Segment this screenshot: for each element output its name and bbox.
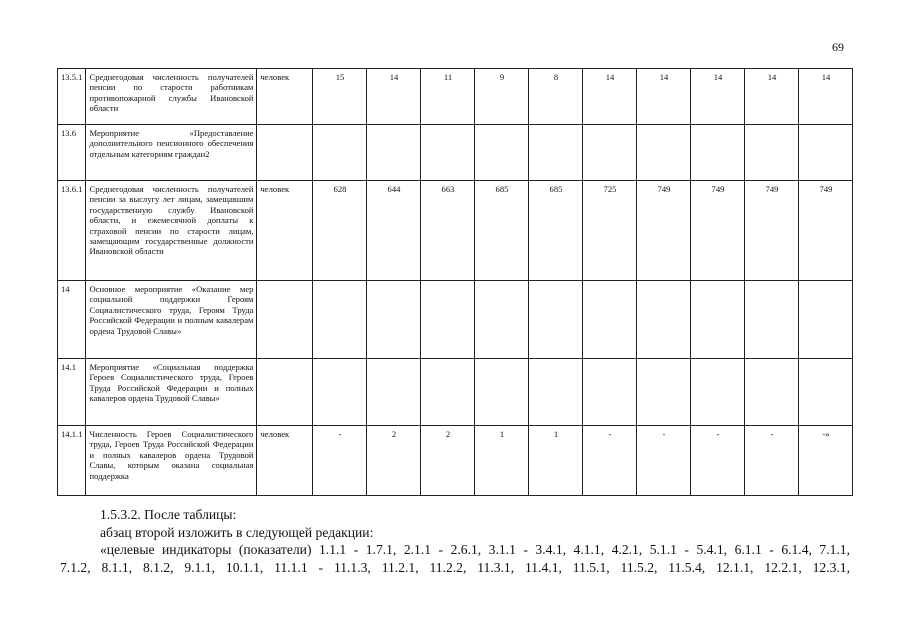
- value-cell: 749: [745, 181, 799, 281]
- value-cell: [367, 359, 421, 426]
- indicators-text-line-2: 7.1.2, 8.1.1, 8.1.2, 9.1.1, 10.1.1, 11.1.1 - 11.1.3, 11.2.1, 11.2.2, 11.3.1, 11.4.1, 11.5.1, 11.5.2, 11.5.4, 12.1.1, 12.2.1, 12.3.1,: [60, 559, 850, 575]
- value-cell: [691, 125, 745, 181]
- row-number-cell: 13.6: [58, 125, 86, 181]
- value-cell: 628: [313, 181, 367, 281]
- value-cell: [799, 125, 853, 181]
- after-table-text: [60, 506, 850, 576]
- value-cell: 14: [583, 69, 637, 125]
- value-cell: 1: [529, 426, 583, 496]
- value-cell: [583, 281, 637, 359]
- indicators-text-line-1: «целевые индикаторы (показатели) 1.1.1 - 1.7.1, 2.1.1 - 2.6.1, 3.1.1 - 3.4.1, 4.1.1, 4.2.1, 5.1.1 - 5.4.1, 6.1.1 - 6.1.4, 7.1.1,: [100, 542, 850, 557]
- value-cell: [529, 125, 583, 181]
- value-cell: [475, 281, 529, 359]
- value-cell: [529, 281, 583, 359]
- table-row: [58, 281, 853, 359]
- value-cell: [799, 281, 853, 359]
- value-cell: [421, 125, 475, 181]
- indicator-name-cell: Среднегодовая численность получателей пенсии по старости работникам противопожарной службы Ивановской области: [86, 69, 257, 125]
- value-cell: 8: [529, 69, 583, 125]
- value-cell: [637, 281, 691, 359]
- value-cell: [583, 125, 637, 181]
- row-number-cell: 13.6.1: [58, 181, 86, 281]
- value-cell: 749: [637, 181, 691, 281]
- value-cell: [529, 359, 583, 426]
- value-cell: 14: [745, 69, 799, 125]
- value-cell: 2: [421, 426, 475, 496]
- value-cell: [475, 359, 529, 426]
- value-cell: [799, 359, 853, 426]
- value-cell: 749: [799, 181, 853, 281]
- table-row: [58, 125, 853, 181]
- value-cell: [691, 281, 745, 359]
- unit-cell: человек: [257, 426, 313, 496]
- row-number-cell: 14.1.1: [58, 426, 86, 496]
- value-cell: [475, 125, 529, 181]
- value-cell: [691, 359, 745, 426]
- table-row: [58, 69, 853, 125]
- unit-cell: [257, 125, 313, 181]
- unit-cell: [257, 359, 313, 426]
- indicator-name-cell: Численность Героев Социалистического труда, Героев Труда Российской Федерации и полных кавалеров ордена Трудовой Славы, которым оказана социальная поддержка: [86, 426, 257, 496]
- value-cell: [313, 281, 367, 359]
- value-cell: 9: [475, 69, 529, 125]
- value-cell: 749: [691, 181, 745, 281]
- amendment-heading: 1.5.3.2. После таблицы:: [100, 507, 237, 522]
- table-row: [58, 359, 853, 426]
- table-row: [58, 181, 853, 281]
- value-cell: 14: [637, 69, 691, 125]
- value-cell: [745, 125, 799, 181]
- value-cell: 685: [529, 181, 583, 281]
- value-cell: 11: [421, 69, 475, 125]
- value-cell: 725: [583, 181, 637, 281]
- value-cell: [367, 281, 421, 359]
- value-cell: [637, 125, 691, 181]
- value-cell: [745, 281, 799, 359]
- value-cell: [313, 125, 367, 181]
- table-row: [58, 426, 853, 496]
- unit-cell: [257, 281, 313, 359]
- value-cell: 2: [367, 426, 421, 496]
- value-cell: 14: [799, 69, 853, 125]
- value-cell: -»: [799, 426, 853, 496]
- indicator-name-cell: Мероприятие «Социальная поддержка Героев Социалистического труда, Героев Труда Российской Федерации и полных кавалеров ордена Трудовой Славы»: [86, 359, 257, 426]
- value-cell: 1: [475, 426, 529, 496]
- value-cell: [313, 359, 367, 426]
- value-cell: [745, 359, 799, 426]
- value-cell: 14: [691, 69, 745, 125]
- indicator-name-cell: Среднегодовая численность получателей пенсии за выслугу лет лицам, замещавшим государственную службу Ивановской области, и ежемесячной доплаты к страховой пенсии по старости лицам, замещающим государственные должности Ивановской области: [86, 181, 257, 281]
- value-cell: 663: [421, 181, 475, 281]
- value-cell: -: [691, 426, 745, 496]
- row-number-cell: 13.5.1: [58, 69, 86, 125]
- value-cell: [583, 359, 637, 426]
- row-number-cell: 14: [58, 281, 86, 359]
- value-cell: [421, 359, 475, 426]
- amendment-instruction: абзац второй изложить в следующей редакции:: [100, 524, 374, 540]
- unit-cell: человек: [257, 181, 313, 281]
- indicators-table: [57, 68, 853, 496]
- value-cell: [637, 359, 691, 426]
- row-number-cell: 14.1: [58, 359, 86, 426]
- value-cell: 15: [313, 69, 367, 125]
- page-number: 69: [832, 40, 844, 54]
- value-cell: 644: [367, 181, 421, 281]
- value-cell: -: [313, 426, 367, 496]
- indicator-name-cell: Основное мероприятие «Оказание мер социальной поддержки Героям Социалистического труда, Героям Труда Российской Федерации и полным кавалерам ордена Трудовой Славы»: [86, 281, 257, 359]
- value-cell: -: [583, 426, 637, 496]
- indicator-name-cell: Мероприятие «Предоставление дополнительного пенсионного обеспечения отдельным категориям граждан2: [86, 125, 257, 181]
- value-cell: -: [745, 426, 799, 496]
- unit-cell: человек: [257, 69, 313, 125]
- value-cell: 685: [475, 181, 529, 281]
- value-cell: [367, 125, 421, 181]
- value-cell: -: [637, 426, 691, 496]
- value-cell: 14: [367, 69, 421, 125]
- value-cell: [421, 281, 475, 359]
